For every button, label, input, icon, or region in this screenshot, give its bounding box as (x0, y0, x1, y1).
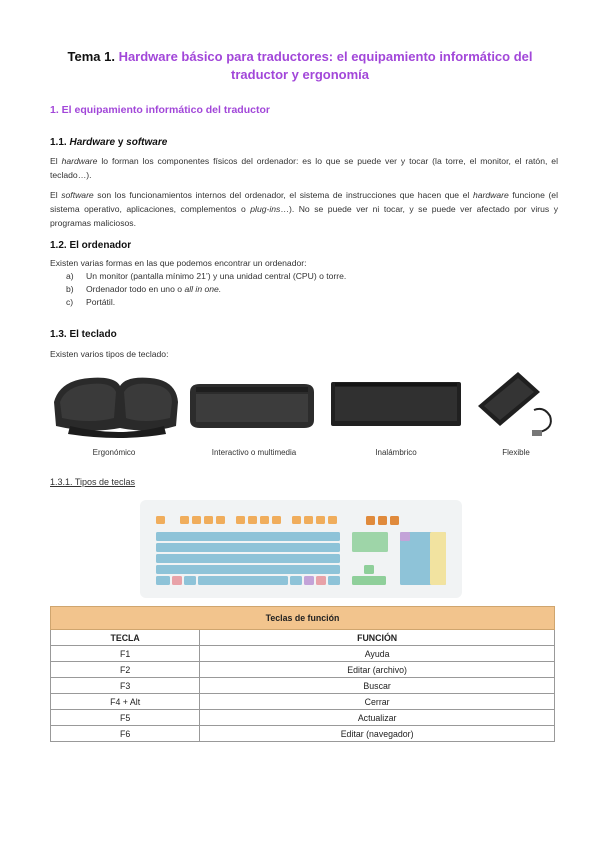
heading-1-1-y: y (117, 137, 124, 148)
table-caption: Teclas de función (51, 607, 555, 630)
key-win (172, 576, 182, 585)
list-item (66, 296, 346, 309)
table-row (51, 694, 555, 710)
computer-forms-list (66, 270, 346, 309)
title-text: Hardware básico para traductores: el equipamiento informático del traductor y ergonomía (118, 49, 533, 82)
keyboard-caption-flexible: Flexible (502, 448, 530, 457)
key-fn (180, 516, 189, 524)
heading-1-2: 1.2. El ordenador (50, 240, 132, 251)
ergonomic-keyboard-image (50, 372, 180, 438)
table-cell: F2 (51, 662, 200, 678)
key-fn (248, 516, 257, 524)
p2-b: son los funcionamientos internos del ordenador, el sistema de instrucciones que hacen que el (93, 190, 473, 200)
list-italic: all in one. (184, 284, 222, 294)
table-cell: Editar (archivo) (200, 662, 555, 678)
heading-1-1-software: software (126, 137, 168, 148)
key-arrow-up (364, 565, 374, 574)
section-heading-1: 1. El equipamiento informático del traductor (50, 104, 270, 116)
table-cell: Buscar (200, 678, 555, 694)
key-row (156, 554, 340, 563)
table-row (51, 678, 555, 694)
list-text: Portátil. (86, 297, 116, 307)
table-cell: F4 + Alt (51, 694, 200, 710)
heading-1-3-1: 1.3.1. Tipos de teclas (50, 477, 136, 487)
key-numlock (400, 532, 410, 541)
list-text: Ordenador todo en uno o (86, 284, 183, 294)
key-types-diagram (140, 500, 462, 598)
heading-1-1-hardware: Hardware (69, 137, 116, 148)
key-special (378, 516, 387, 525)
key-special (390, 516, 399, 525)
paragraph-software (50, 188, 558, 230)
list-item (66, 270, 346, 283)
key-alt (184, 576, 196, 585)
p2-italic-2: hardware (472, 190, 509, 200)
key-esc (156, 516, 165, 524)
table-cell: F3 (51, 678, 200, 694)
key-fn (216, 516, 225, 524)
key-row (156, 532, 340, 541)
flexible-keyboard-image (474, 366, 558, 442)
table-cell: Ayuda (200, 646, 555, 662)
key-fn (236, 516, 245, 524)
p2-c: funcione (el sistema operativo, aplicaciones, complementos o (50, 190, 558, 214)
title-number: Tema 1. (67, 49, 115, 64)
paragraph-hardware (50, 154, 558, 182)
key-win (316, 576, 326, 585)
key-row (156, 543, 340, 552)
key-special (366, 516, 375, 525)
key-fn (304, 516, 313, 524)
key-fn (292, 516, 301, 524)
key-nav (352, 532, 388, 552)
list-text: Un monitor (pantalla mínimo 21’) y una unidad central (CPU) o torre. (86, 271, 347, 281)
p1-a: El (50, 156, 62, 166)
keyboard-caption-multimedia: Interactivo o multimedia (211, 448, 297, 457)
key-fn (328, 516, 337, 524)
heading-1-1-number: 1.1. (50, 137, 67, 148)
key-space (198, 576, 288, 585)
keyboard-caption-wireless: Inalámbrico (375, 448, 417, 457)
key-menu (304, 576, 314, 585)
table-header-tecla: TECLA (51, 630, 200, 646)
table-row (51, 726, 555, 742)
table-cell: Editar (navegador) (200, 726, 555, 742)
table-cell: Actualizar (200, 710, 555, 726)
function-keys-table (50, 606, 555, 742)
list-item (66, 283, 346, 296)
p2-italic-1: software (61, 190, 94, 200)
key-row (156, 565, 340, 574)
p2-d: …). No se puede ver ni tocar, y se puede ver afectado por virus y programas maliciosos. (50, 204, 558, 228)
table-row (51, 710, 555, 726)
table-cell: F6 (51, 726, 200, 742)
paragraph-teclado: Existen varios tipos de teclado: (50, 349, 169, 359)
key-fn (316, 516, 325, 524)
p1-b: lo forman los componentes físicos del ordenador: es lo que se puede ver y tocar (la torre, el monitor, el ratón, el teclado…). (50, 156, 558, 180)
heading-1-3: 1.3. El teclado (50, 329, 117, 340)
table-header-funcion: FUNCIÓN (200, 630, 555, 646)
multimedia-keyboard-image (188, 382, 316, 430)
table-cell: Cerrar (200, 694, 555, 710)
list-marker: a) (66, 271, 74, 281)
list-marker: b) (66, 284, 74, 294)
key-fn (192, 516, 201, 524)
table-cell: F5 (51, 710, 200, 726)
table-row (51, 662, 555, 678)
key-fn (272, 516, 281, 524)
document-title (40, 48, 560, 84)
paragraph-ordenador: Existen varias formas en las que podemos encontrar un ordenador: (50, 258, 307, 268)
key-ctrl (156, 576, 170, 585)
heading-1-1 (50, 137, 167, 148)
key-numpad-operators (430, 532, 446, 585)
table-cell: F1 (51, 646, 200, 662)
key-altgr (290, 576, 302, 585)
p2-italic-3: plug-ins (250, 204, 281, 214)
key-ctrl (328, 576, 340, 585)
p1-italic: hardware (61, 156, 98, 166)
key-fn (204, 516, 213, 524)
key-fn (260, 516, 269, 524)
keyboard-caption-ergonomic: Ergonómico (92, 448, 136, 457)
wireless-keyboard-image (330, 381, 462, 427)
table-row (51, 646, 555, 662)
p2-a: El (50, 190, 62, 200)
list-marker: c) (66, 297, 74, 307)
key-arrows (352, 576, 386, 585)
